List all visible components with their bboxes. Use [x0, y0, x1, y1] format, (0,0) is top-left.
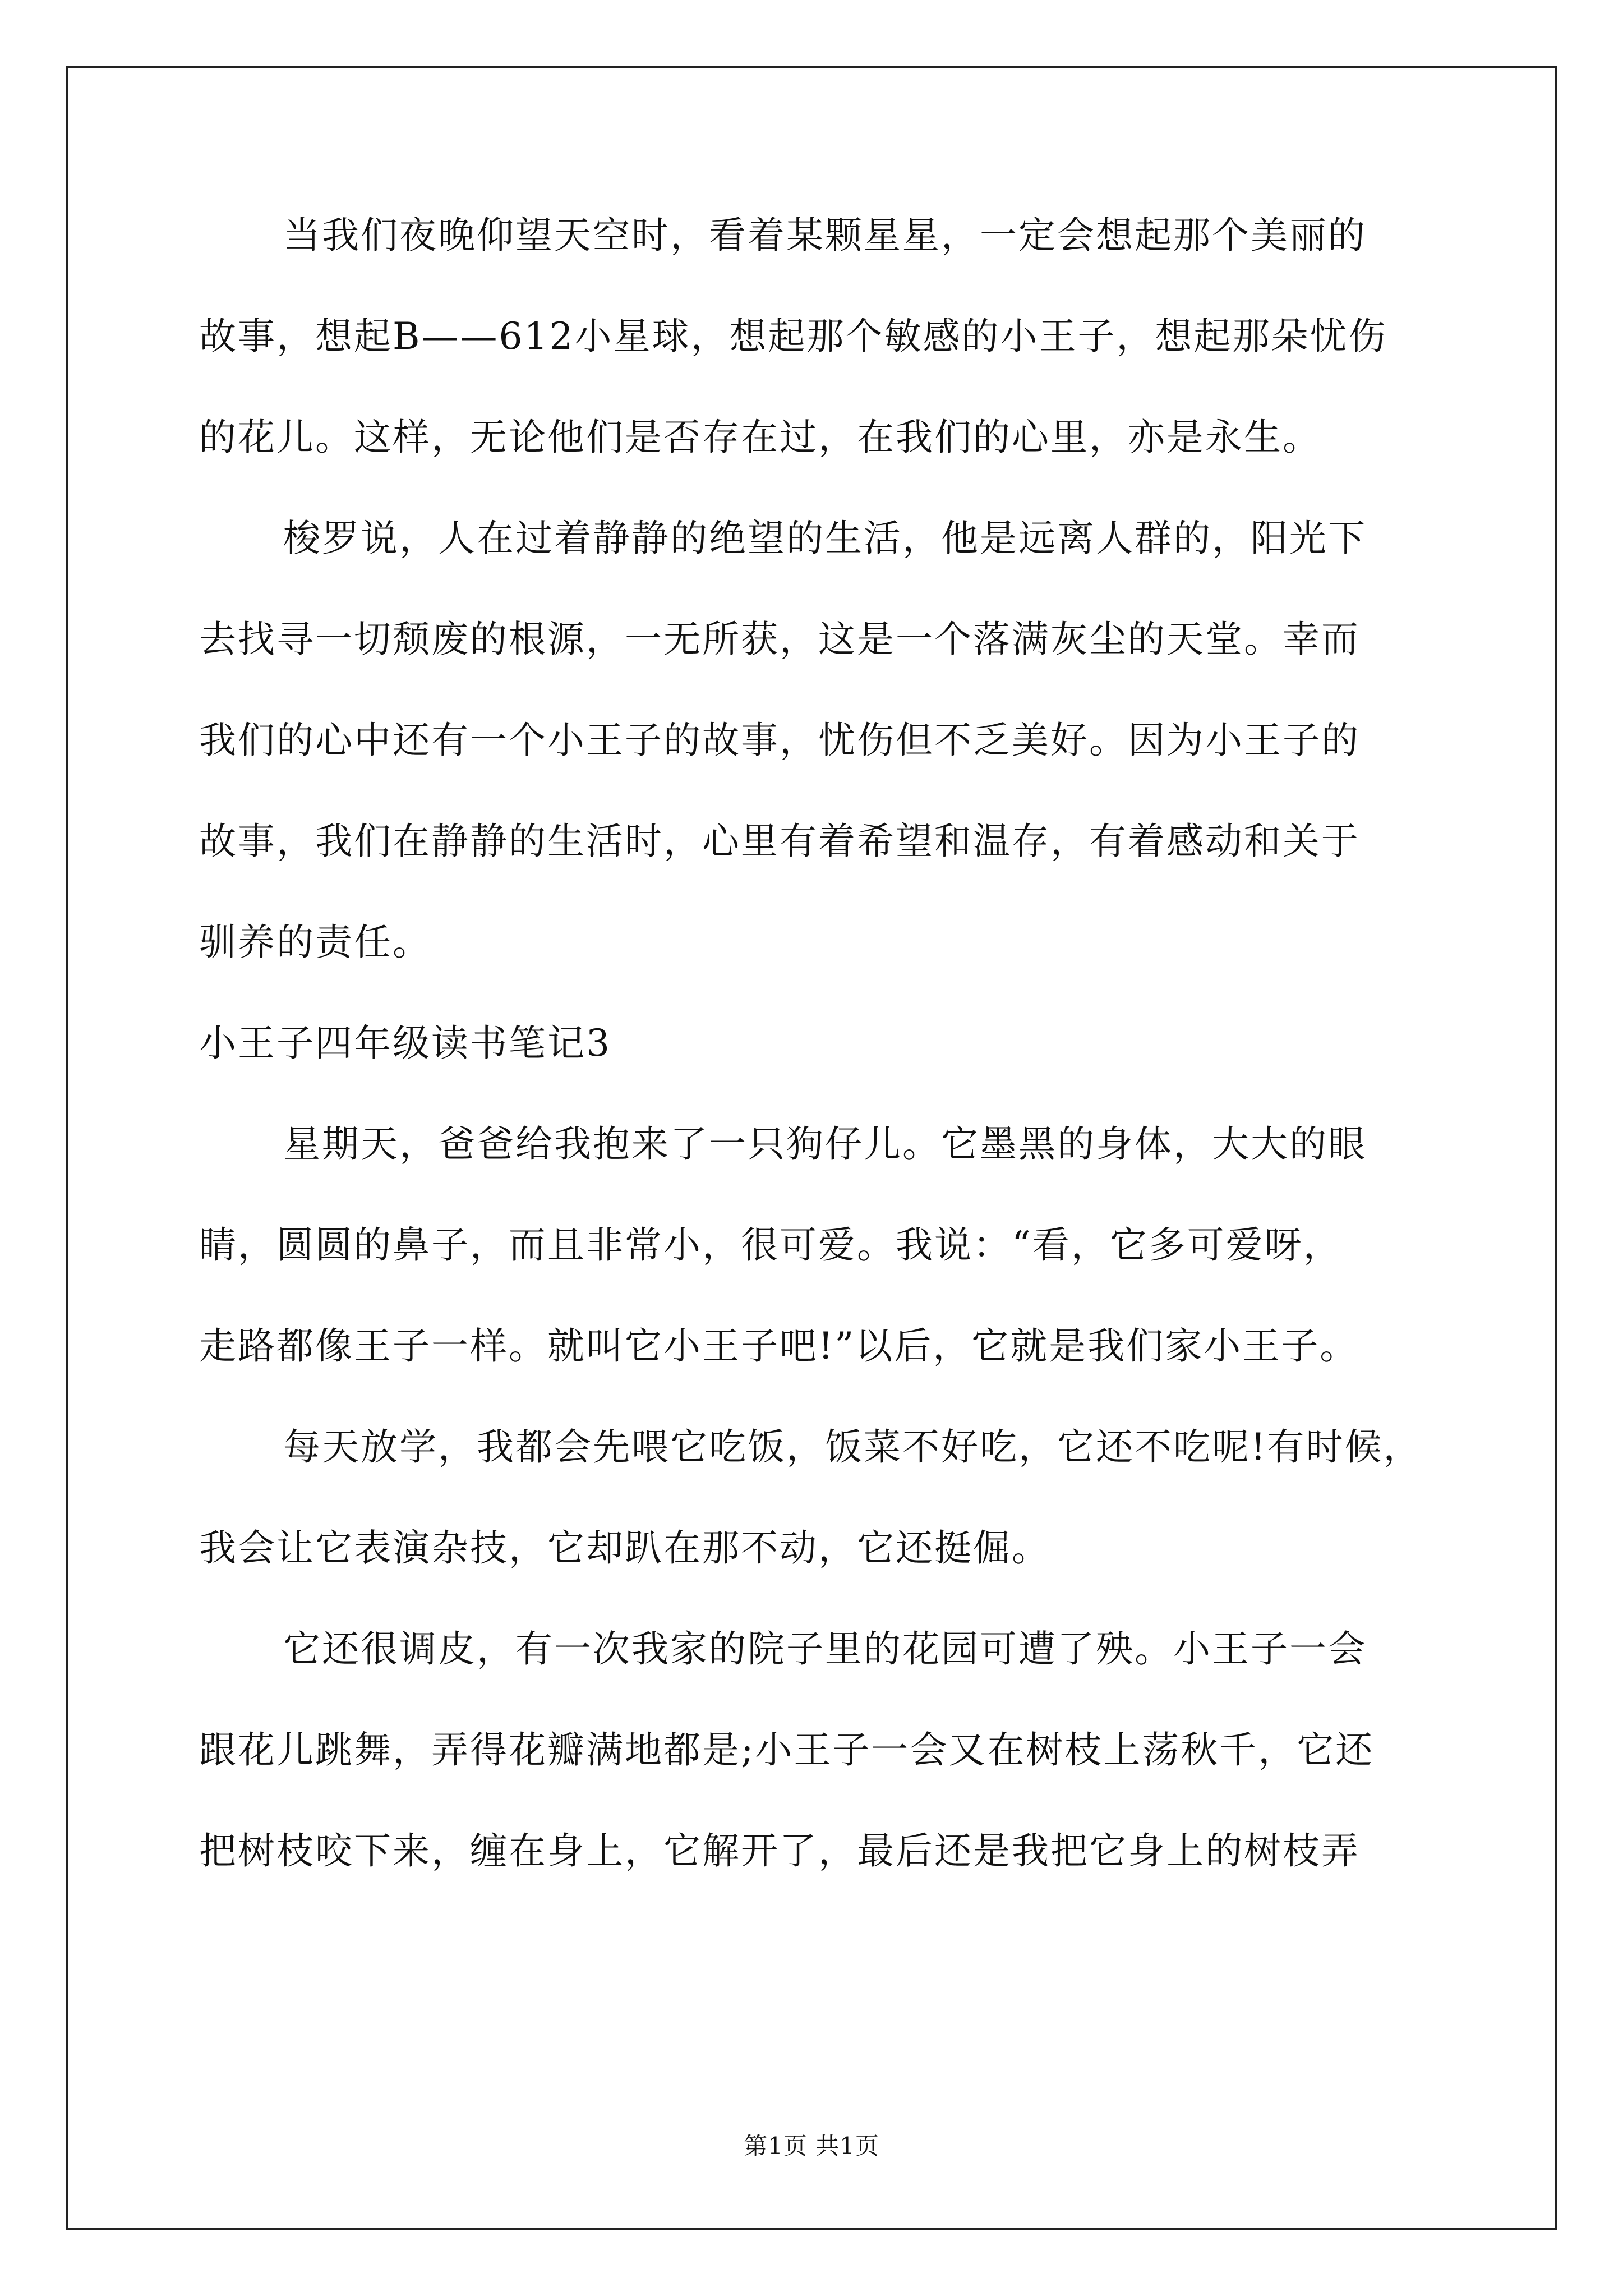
paragraph-2-line-2: 去找寻一切颓废的根源，一无所获，这是一个落满灰尘的天堂。幸而 — [199, 618, 1360, 661]
paragraph-3-line-3: 走路都像王子一样。就叫它小王子吧!”以后，它就是我们家小王子。 — [199, 1324, 1359, 1368]
paragraph-5-line-3: 把树枝咬下来，缠在身上，它解开了，最后还是我把它身上的树枝弄 — [199, 1829, 1360, 1872]
section-heading: 小王子四年级读书笔记3 — [199, 1022, 611, 1065]
paragraph-2-line-3: 我们的心中还有一个小王子的故事，忧伤但不乏美好。因为小王子的 — [199, 719, 1360, 762]
paragraph-1-line-1: 当我们夜晚仰望天空时，看着某颗星星，一定会想起那个美丽的 — [283, 214, 1367, 257]
page-footer: 第1页 共1页 — [744, 2132, 879, 2160]
paragraph-4-line-2: 我会让它表演杂技，它却趴在那不动，它还挺倔。 — [199, 1526, 1050, 1570]
paragraph-5-line-1: 它还很调皮，有一次我家的院子里的花园可遭了殃。小王子一会 — [283, 1627, 1367, 1671]
paragraph-2-line-5: 驯养的责任。 — [199, 921, 431, 964]
paragraph-2-line-1: 梭罗说，人在过着静静的绝望的生活，他是远离人群的，阳光下 — [283, 517, 1367, 560]
paragraph-5-line-2: 跟花儿跳舞，弄得花瓣满地都是;小王子一会又在树枝上荡秋千，它还 — [199, 1728, 1375, 1772]
paragraph-3-line-1: 星期天，爸爸给我抱来了一只狗仔儿。它墨黑的身体，大大的眼 — [283, 1122, 1367, 1166]
paragraph-1-line-3: 的花儿。这样，无论他们是否存在过，在我们的心里，亦是永生。 — [199, 416, 1321, 459]
paragraph-4-line-1: 每天放学，我都会先喂它吃饭，饭菜不好吃，它还不吃呢!有时候， — [283, 1425, 1422, 1469]
paragraph-3-line-2: 睛，圆圆的鼻子，而且非常小，很可爱。我说：“看，它多可爱呀， — [199, 1223, 1342, 1267]
paragraph-2-line-4: 故事，我们在静静的生活时，心里有着希望和温存，有着感动和关于 — [199, 820, 1360, 863]
paragraph-1-line-2: 故事，想起B——612小星球，想起那个敏感的小王子，想起那朵忧伤 — [199, 315, 1387, 358]
